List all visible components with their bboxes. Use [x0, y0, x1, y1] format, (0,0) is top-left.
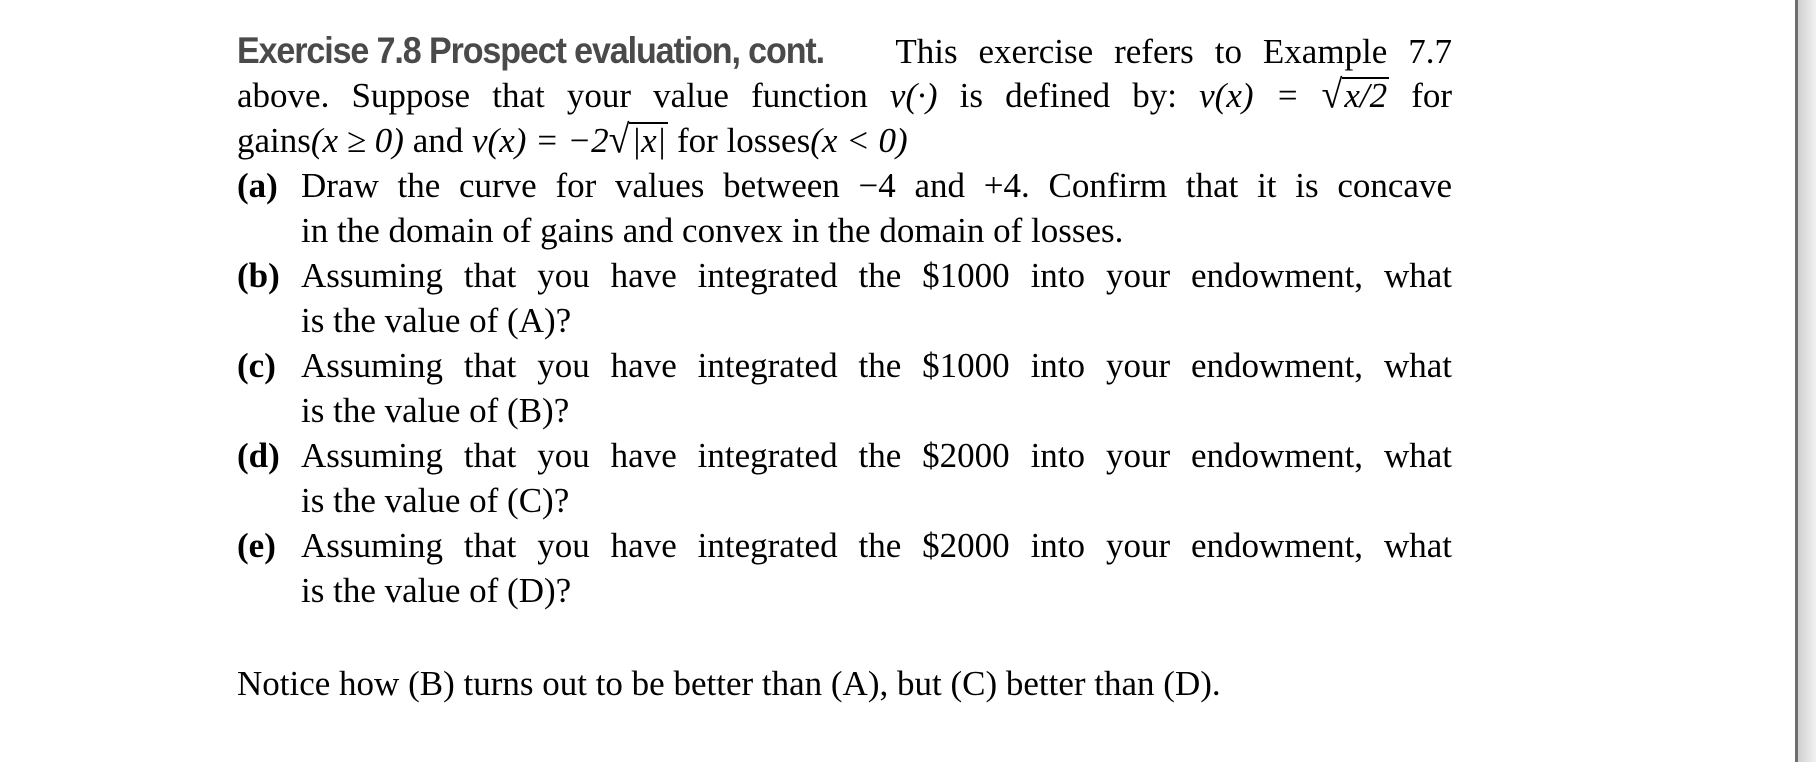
part-line: Assuming that you have integrated the $1000 into your endowment, what: [301, 346, 1452, 385]
intro-text-1: This exercise refers to Example 7.7: [895, 32, 1452, 71]
intro-text-2a: above. Suppose that your value function: [237, 76, 868, 115]
exercise-heading: [237, 28, 824, 73]
part-line: Assuming that you have integrated the $2000 into your endowment, what: [301, 436, 1452, 475]
part-d: [237, 433, 1452, 523]
intro-line-3: [237, 118, 1452, 163]
intro-text-3c: and: [412, 121, 464, 160]
exercise-title: Prospect evaluation, cont.: [428, 30, 824, 71]
value-function-symbol: v(·): [889, 76, 938, 115]
intro-line-2: [237, 73, 1452, 118]
part-label: (a): [237, 166, 278, 205]
exercise-heading-line: [237, 28, 1452, 73]
part-label: (e): [237, 526, 276, 565]
gains-condition: (x ≥ 0): [310, 121, 404, 160]
sqrt-icon: √: [1321, 72, 1343, 118]
gains-formula-lhs: v(x) =: [1199, 76, 1300, 115]
losses-formula-lhs: v(x) = −2: [472, 121, 609, 160]
part-b: [237, 253, 1452, 343]
page-shadow: [1798, 0, 1816, 762]
intro-text-3f: for losses: [677, 121, 811, 160]
part-line: is the value of (D)?: [301, 571, 572, 610]
part-line: is the value of (A)?: [301, 301, 572, 340]
gains-radicand: x/2: [1344, 76, 1388, 115]
part-label: (d): [237, 436, 280, 475]
gains-formula-rhs: [1321, 72, 1389, 118]
intro-text-3a: gains: [237, 121, 311, 160]
part-line: Assuming that you have integrated the $1000 into your endowment, what: [301, 256, 1452, 295]
part-a: [237, 163, 1452, 253]
part-line: is the value of (B)?: [301, 391, 570, 430]
part-line: Draw the curve for values between −4 and +4. Confirm that it is concave: [301, 166, 1452, 205]
intro-text-2f: for: [1411, 76, 1453, 115]
losses-radicand: |x|: [631, 121, 667, 160]
part-c: [237, 343, 1452, 433]
exercise-block: [237, 28, 1452, 706]
part-label: (c): [237, 346, 276, 385]
sqrt-icon: √: [608, 117, 630, 163]
exercise-number: Exercise 7.8: [237, 30, 421, 71]
part-line: in the domain of gains and convex in the domain of losses.: [301, 211, 1124, 250]
part-line: is the value of (C)?: [301, 481, 570, 520]
losses-condition: (x < 0): [810, 121, 908, 160]
part-line: Assuming that you have integrated the $2000 into your endowment, what: [301, 526, 1452, 565]
part-label: (b): [237, 256, 280, 295]
cropped-previous-line: [232, 0, 792, 2]
intro-text-2c: is defined by:: [959, 76, 1177, 115]
notice-text: Notice how (B) turns out to be better than (A), but (C) better than (D).: [237, 664, 1221, 703]
part-e: [237, 523, 1452, 613]
